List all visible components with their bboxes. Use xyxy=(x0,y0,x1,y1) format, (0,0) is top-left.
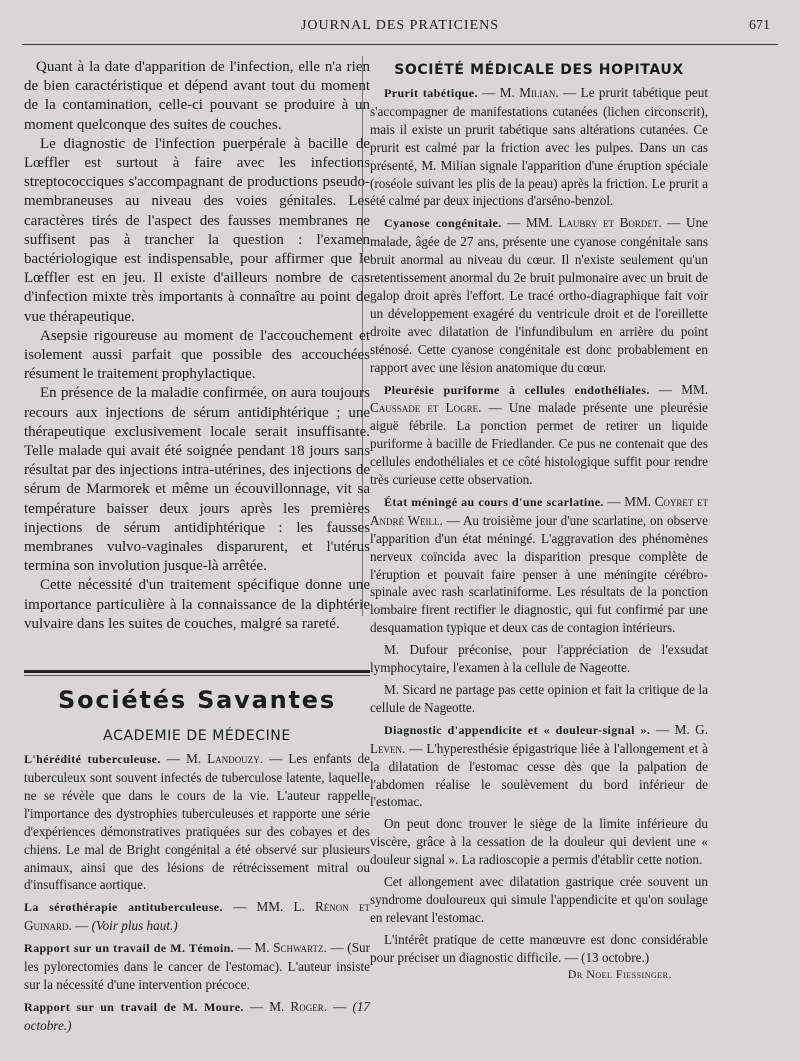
entry: Pleurésie puriforme à cellules endothéliales. — MM. Caussade et Logre. — Une malade présente une pleurésie aiguë fébrile. La ponction permet de retirer un liquide puriforme à bacille de Friedlander. Ce pus ne contenait que des cellules endothéliales et ce côté histologique suffit pour rendre très curieuse cette observation. xyxy=(370,381,709,488)
entry-title: État méningé au cours d'une scarlatine. xyxy=(384,494,604,509)
entry-title: Rapport sur un travail de M. Témoin. xyxy=(24,941,235,956)
societe-heading: SOCIÉTÉ MÉDICALE DES HOPITAUX xyxy=(394,62,684,78)
paragraph: Le diagnostic de l'infection puerpérale à bacille de Lœffler est surtout à faire avec les infections streptococciques s'accompagnant de productions pseudo-membraneuses au niveau des voies génitales. Les caractères tirés de l'aspect des fausses membranes ne suffisent pas à trancher la question : l'examen bactériologique est indispensable, pour affirmer que le Lœffler est en jeu. Il existe d'ailleurs nombre de cas d'infection mixte très importants à connaître au point de vue thérapeutique. xyxy=(24,135,370,325)
entry: L'hérédité tuberculeuse. — M. Landouzy. — Les enfants de tuberculeux sont souvent infectés de tuberculose latente, laquelle ne se révèle que dans le cours de la vie. L'auteur rappelle l'importance des dystrophies tuberculeuses et rapporte une série d'expériences démonstratives pratiquées sur des cobayes et des chiens. Le mal de Bright congénital a été observé sur plusieurs animaux, ainsi que des lésions de rétrécissement mitral ou d'insuffisance aortique. xyxy=(24,751,371,893)
entry-author: MM. Caussade et Logre. xyxy=(370,381,709,416)
entry-author: M. Roger. xyxy=(269,998,327,1014)
paragraph: M. Sicard ne partage pas cette opinion et fait la critique de la cellule de Nageotte. xyxy=(370,682,708,715)
signature: Dr Noel Fiessinger. xyxy=(567,966,672,981)
entry-author: MM. L. Rénon et Guinard. xyxy=(24,899,370,934)
academie-entries xyxy=(24,750,370,1035)
section-title: Sociétés Savantes xyxy=(58,686,336,715)
entry-text: (Voir plus haut.) xyxy=(91,918,178,934)
paragraph: L'intérêt pratique de cette manœuvre est donc considérable pour préciser un diagnostic difficile. — (13 octobre.) xyxy=(370,931,708,965)
entry-text: Une malade présente une pleurésie aiguë fébrile. La ponction permet de retirer un liquide puriforme à bacille de Friedlander. Ce pus ne contenait que des cellules endothéliales et ce côté histologique suffit pour rendre très curieuse cette observation. xyxy=(370,400,709,488)
right-column xyxy=(370,58,708,982)
section-rule xyxy=(24,670,370,673)
entry-text: (17 octobre.) xyxy=(24,998,371,1033)
article-continuation xyxy=(24,58,370,634)
entry-text: Au troisième jour d'une scarlatine, on observe l'apparition d'un état méningé. L'aggravation des phénomènes nerveux coïncida avec la disparition presque complète de l'éruption et pouvait faire penser à une méningite cérébro-spinale avec rash scarlatiniforme. Les résultats de la ponction lombaire firent rectifier le diagnostic, qui fut confirmé par une desquamation typique et deux cas de contagion intérieurs. xyxy=(370,512,708,636)
entry-title: L'hérédité tuberculeuse. xyxy=(24,752,161,767)
entry-author: M. G. Leven. xyxy=(370,721,709,756)
left-column xyxy=(24,58,370,1035)
entry: Rapport sur un travail de M. Moure. — M. Roger. — (17 octobre.) xyxy=(24,998,371,1033)
entry-author: MM. Laubry et Bordet. xyxy=(526,215,662,231)
header-rule xyxy=(22,44,778,45)
entry: Cyanose congénitale. — MM. Laubry et Bordet. — Une malade, âgée de 27 ans, présente une cyanose congénitale sans bruit anormal au niveau du cœur. Il n'existe seulement qu'un retentissement anormal du 2e bruit pulmonaire avec un bruit de galop droit après l'effort. Le tracé ortho-diagraphique fait voir un développement exagéré du ventricule droit et de l'oreillette droite avec dilatation de l'infundibulum en arrière du point sténosé. Cette cyanose congénitale est donc probablement en rapport avec une lésion anatomique du cœur. xyxy=(370,215,709,375)
section-rule-thin xyxy=(24,675,370,676)
paragraph: Quant à la date d'apparition de l'infection, elle n'a rien de bien caractéristique et dépend avant tout du moment de la contamination, celle-ci pouvant se produire à un moment quelconque des suites de couches. xyxy=(24,59,370,133)
entry-text: Le prurit tabétique peut s'accompagner de manifestations cutanées (lichen circonscrit), mais il existe un prurit tabétique sans altérations cutanées. Ce prurit est calmé par la friction avec les pulpes. Dans un cas présenté, M. Milian signale l'apparition d'une éruption spéciale (roséole suivant les plis de la peau) après la friction. Le prurit a été calmé par deux injections d'arséno-benzol. xyxy=(370,85,708,209)
entry-title: Prurit tabétique. xyxy=(384,86,478,100)
entry-text: L'hyperesthésie épigastrique liée à l'allongement et à la dilatation de l'estomac cesse dès que la palpation de l'abdomen réalise le soulèvement du bord inférieur de l'estomac. xyxy=(370,740,708,810)
academie-heading: ACADEMIE DE MÉDECINE xyxy=(103,728,291,745)
entry-author: M. Schwartz. xyxy=(254,940,327,956)
entry: Diagnostic d'appendicite et « douleur-signal ». — M. G. Leven. — L'hyperesthésie épigastrique liée à l'allongement et à la dilatation de l'estomac cesse dès que la palpation de l'abdomen réalise le soulèvement du bord inférieur de l'estomac. xyxy=(370,721,709,810)
entry: Rapport sur un travail de M. Témoin. — M. Schwartz. — (Sur les pylorectomies dans le cancer de l'estomac). L'auteur insiste sur la nécessité d'une intervention précoce. xyxy=(24,940,371,992)
entry-text: Une malade, âgée de 27 ans, présente une cyanose congénitale sans bruit anormal au niveau du cœur. Il n'existe seulement qu'un retentissement anormal du 2e bruit pulmonaire avec un bruit de galop droit après l'effort. Le tracé ortho-diagraphique fait voir un développement exagéré du ventricule droit et de l'oreillette droite avec dilatation de l'infundibulum en arrière du point sténosé. Cette cyanose congénitale est donc probablement en rapport avec une lésion anatomique du cœur. xyxy=(370,215,709,375)
entry: Prurit tabétique. — M. Milian. — Le prurit tabétique peut s'accompagner de manifestations cutanées (lichen circonscrit), mais il existe un prurit tabétique sans altérations cutanées. Ce prurit est calmé par la friction avec les pulpes. Dans un cas présenté, M. Milian signale l'apparition d'une éruption spéciale (roséole suivant les plis de la peau) après la friction. Le prurit a été calmé par deux injections d'arséno-benzol. xyxy=(370,85,708,209)
entry-author: MM. Coyret et André Weill. xyxy=(370,493,708,528)
paragraph: Cet allongement avec dilatation gastrique crée souvent un syndrome douloureux qui simule l'appendicite et qu'on soulage en relevant l'estomac. xyxy=(370,874,708,925)
entry-author: M. Milian. xyxy=(499,85,559,100)
entry-text: (Sur les pylorectomies dans le cancer de l'estomac). L'auteur insiste sur la nécessité d'une intervention précoce. xyxy=(24,940,371,992)
entry-title: Pleurésie puriforme à cellules endothéliales. xyxy=(384,382,650,397)
entry-title: Diagnostic d'appendicite et « douleur-signal ». xyxy=(384,722,651,737)
journal-title: JOURNAL DES PRATICIENS xyxy=(300,18,500,33)
entry-title: La sérothérapie antituberculeuse. xyxy=(24,900,223,915)
entry-title: Rapport sur un travail de M. Moure. xyxy=(24,999,244,1014)
entry: État méningé au cours d'une scarlatine. — MM. Coyret et André Weill. — Au troisième jour d'une scarlatine, on observe l'apparition d'un état méningé. L'aggravation des phénomènes nerveux coïncida avec la disparition presque complète de l'éruption et pouvait faire penser à une méningite cérébro-spinale avec rash scarlatiniforme. Les résultats de la ponction lombaire firent rectifier le diagnostic, qui fut confirmé par une desquamation typique et deux cas de contagion intérieurs. xyxy=(370,493,708,636)
entry-title: Cyanose congénitale. xyxy=(384,216,502,231)
paragraph: Cette nécessité d'un traitement spécifique donne une importance particulière à la connaissance de la diphtérie vulvaire dans les suites de couches, malgré sa rareté. xyxy=(24,577,370,632)
paragraph: M. Dufour préconise, pour l'appréciation de l'exsudat lymphocytaire, l'examen à la cellule de Nageotte. xyxy=(370,642,708,676)
paragraph: Asepsie rigoureuse au moment de l'accouchement et isolement aussi parfait que possible des accouchées résument le traitement prophylactique. xyxy=(24,327,370,383)
page-number: 671 xyxy=(749,18,770,33)
running-header xyxy=(22,18,778,46)
paragraph: On peut donc trouver le siège de la limite inférieure du viscère, grâce à la cessation de la douleur qui devient une « douleur signal ». La radioscopie a permis d'établir cette notion. xyxy=(370,816,708,868)
entry: La sérothérapie antituberculeuse. — MM. L. Rénon et Guinard. — (Voir plus haut.) xyxy=(24,899,370,934)
entry-author: M. Landouzy. xyxy=(186,751,264,767)
entry-text: Les enfants de tuberculeux sont souvent infectés de tuberculose latente, laquelle ne se révèle que dans le cours de la vie. L'auteur rappelle l'importance des dystrophies tuberculeuses et rapporte une série d'expériences démonstratives pratiquées sur des cobayes et des chiens. Le mal de Bright congénital a été observé sur plusieurs animaux, ainsi que des lésions de rétrécissement mitral ou d'insuffisance aortique. xyxy=(24,751,371,893)
paragraph: En présence de la maladie confirmée, on aura toujours recours aux injections de sérum antidiphtérique ; une thérapeutique exclusivement locale serait insuffisante. Telle malade qui avait été soignée pendant 18 jours sans résultat par des injections intra-utérines, des injections de sérum de Marmorek et même un écouvillonnage, vit sa température baisser deux jours après les premières injections de sérum antidiphtérique : les fausses membranes vulvo-vaginales disparurent, et l'utérus termina son involution jusque-là arrêtée. xyxy=(24,385,370,575)
